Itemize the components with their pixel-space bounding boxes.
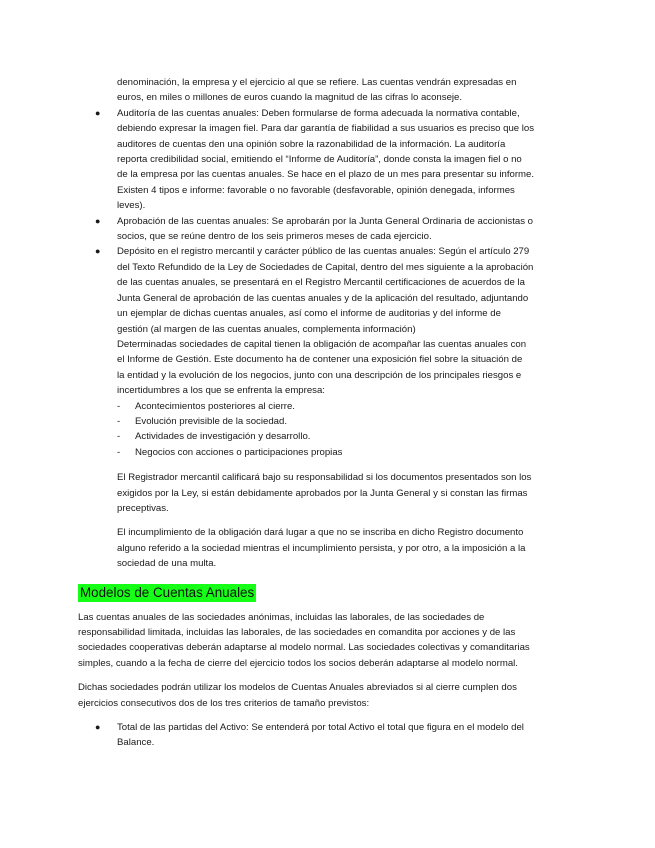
dichas-paragraph — [0, 680, 655, 711]
text-line: simples, cuando a la fecha de cierre del ejercicio todos los socios deberán adaptarse al modelo normal. — [78, 657, 518, 669]
dash-list-item — [0, 399, 655, 414]
spacer — [0, 516, 655, 525]
text-line: ejercicios consecutivos dos de los tres criterios de tamaño previstos: — [78, 697, 370, 709]
bullet-line: auditores de cuentas den una opinión sobre la razonabilidad de la información. La auditoría — [117, 138, 506, 150]
spacer — [0, 0, 655, 75]
text-line: denominación, la empresa y el ejercicio al que se refiere. Las cuentas vendrán expresadas en — [117, 77, 517, 88]
bullet-line: del Texto Refundido de la Ley de Sociedades de Capital, dentro del mes siguiente a la aprobación — [117, 261, 534, 273]
bullet-line: leves). — [117, 200, 146, 212]
bullet-line: el Informe de Gestión. Este documento ha de contener una exposición fiel sobre la situación de — [117, 354, 523, 366]
dash-list-item — [0, 414, 655, 429]
dash-icon: - — [117, 400, 121, 412]
bullet-line: Aprobación de las cuentas anuales: Se aprobarán por la Junta General Ordinaria de accionistas o — [117, 215, 533, 227]
bullet-icon: ● — [95, 107, 101, 118]
bullet-line: la entidad y la evolución de los negocios, junto con una descripción de los principales riesgos e — [117, 369, 522, 381]
section-heading: Modelos de Cuentas Anuales — [80, 584, 255, 600]
text-line: Dichas sociedades podrán utilizar los modelos de Cuentas Anuales abreviados si al cierre cumplen dos — [78, 682, 517, 694]
section-heading-wrap — [0, 584, 655, 602]
intro-paragraph — [0, 75, 655, 106]
bullet-item — [0, 106, 655, 214]
dash-icon: - — [117, 415, 121, 427]
text-line: alguno referido a la sociedad mientras el incumplimiento persista, y por otro, a la imposición a la — [117, 542, 526, 554]
text-line: exigidos por la Ley, si están debidamente aprobados por la Junta General y si constan las firmas — [117, 487, 528, 499]
bullet-line: debiendo expresar la imagen fiel. Para dar garantía de fiabilidad a sus usuarios es preciso que los — [117, 123, 535, 135]
bullet-line: Total de las partidas del Activo: Se entenderá por total Activo el total que figura en el modelo del — [117, 722, 524, 734]
text-line: Las cuentas anuales de las sociedades anónimas, incluidas las laborales, de las sociedades de — [78, 611, 485, 623]
bullet-line: gestión (al margen de las cuentas anuales, complementa información) — [117, 323, 416, 335]
bullet-line: de la empresa por las cuentas anuales. Se hace en el plazo de un mes para presentar su informe. — [117, 169, 535, 181]
registrador-paragraph — [0, 470, 655, 516]
bullet-line: Existen 4 tipos e informe: favorable o no favorable (desfavorable, opinión denegada, informes — [117, 184, 515, 196]
dash-item-text: Acontecimientos posteriores al cierre. — [135, 400, 295, 412]
bullet-line: Depósito en el registro mercantil y carácter público de las cuentas anuales: Según el artículo 279 — [117, 246, 530, 258]
dash-item-text: Negocios con acciones o participaciones propias — [135, 446, 343, 458]
bullet-line: Junta General de aprobación de las cuentas anuales y de la aplicación del resultado, adjuntando — [117, 292, 529, 304]
incumplimiento-paragraph — [0, 525, 655, 571]
bullet-line: Balance. — [117, 737, 155, 749]
modelos-paragraph — [0, 610, 655, 672]
spacer — [0, 671, 655, 680]
bullet-line: reporta credibilidad social, emitiendo el “Informe de Auditoría”, donde consta la imagen fiel o no — [117, 154, 522, 166]
bullet-item — [0, 720, 655, 751]
dash-item-text: Actividades de investigación y desarrollo. — [135, 431, 311, 443]
dash-list — [0, 399, 655, 461]
text-line: sociedades cooperativas deberán adaptarse al modelo normal. Las sociedades colectivas y comanditarias — [78, 642, 530, 654]
text-line: El Registrador mercantil calificará bajo su responsabilidad si los documentos presentados son los — [117, 472, 532, 484]
dash-icon: - — [117, 446, 121, 458]
bullet-icon: ● — [95, 722, 101, 733]
text-line: sociedad de una multa. — [117, 558, 217, 570]
spacer — [0, 460, 655, 470]
bullet-line: un ejemplar de dichas cuentas anuales, así como el informe de auditorias y del informe de — [117, 308, 501, 320]
text-line: euros, en miles o millones de euros cuando la magnitud de las cifras lo aconseje. — [117, 92, 463, 104]
dash-icon: - — [117, 431, 121, 443]
bullet-icon: ● — [95, 215, 101, 226]
bullet-line: incertidumbres a los que se enfrenta la empresa: — [117, 385, 325, 397]
text-line: responsabilidad limitada, incluidas las laborales, de las sociedades en comandita por acciones y de las — [78, 627, 516, 638]
text-line: El incumplimiento de la obligación dará lugar a que no se inscriba en dicho Registro documento — [117, 527, 524, 539]
bullet-icon: ● — [95, 246, 101, 257]
dash-list-item — [0, 445, 655, 460]
bullet-line: Determinadas sociedades de capital tienen la obligación de acompañar las cuentas anuales con — [117, 338, 527, 350]
dash-list-item — [0, 429, 655, 444]
bullet-item — [0, 244, 655, 398]
bullet-line: Auditoría de las cuentas anuales: Deben formularse de forma adecuada la normativa contable, — [117, 107, 520, 119]
dash-item-text: Evolución previsible de la sociedad. — [135, 415, 287, 427]
bullet-line: socios, que se reúne dentro de los seis primeros meses de cada ejercicio. — [117, 231, 432, 243]
text-line: preceptivas. — [117, 502, 169, 514]
bullet-line: de las cuentas anuales, se presentará en el Registro Mercantil certificaciones de acuerdos de la — [117, 277, 525, 289]
bullet-item — [0, 214, 655, 245]
spacer — [0, 711, 655, 720]
